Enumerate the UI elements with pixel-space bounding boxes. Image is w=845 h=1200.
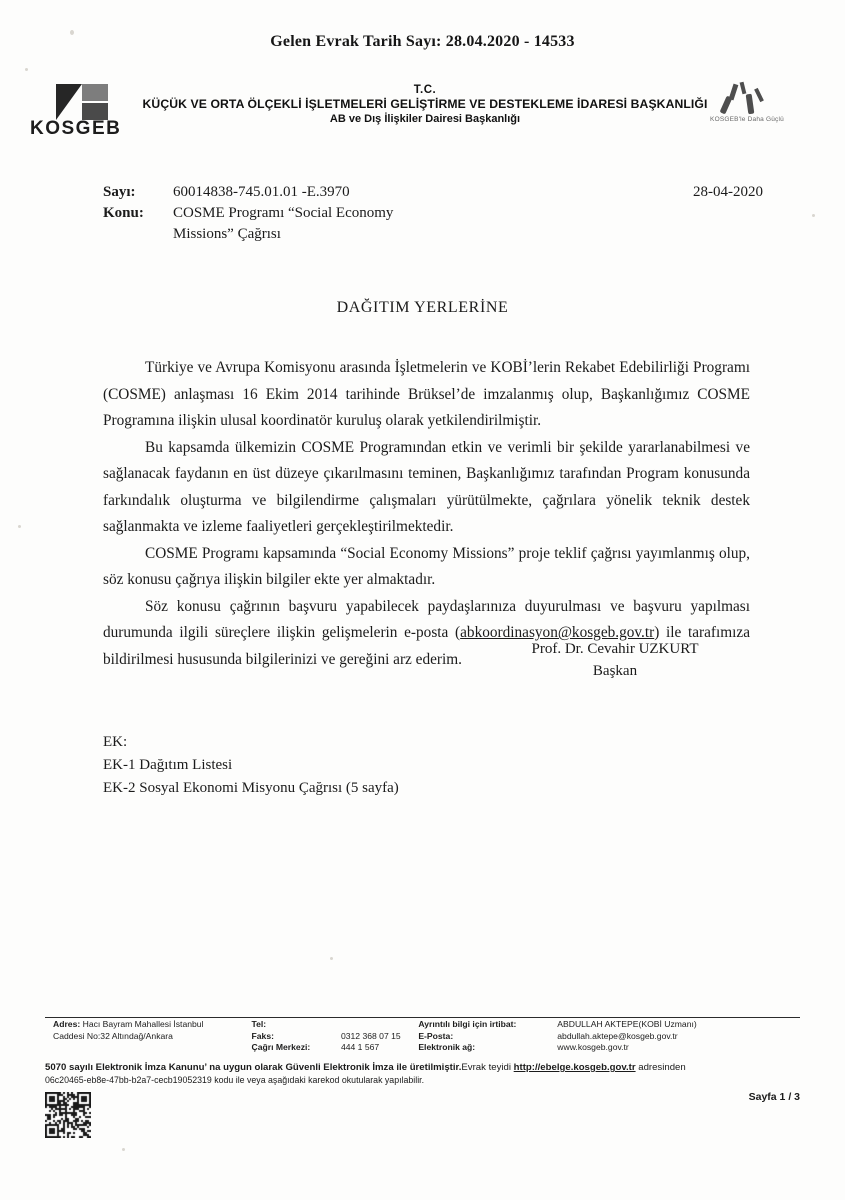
body-paragraph-3: COSME Programı kapsamında “Social Economy Missions” proje teklif çağrısı yayımlanmış olup, söz konusu çağrıya ilişkin bilgiler ekte yer almaktadır. — [103, 544, 750, 588]
enclosure-item: EK-2 Sosyal Ekonomi Misyonu Çağrısı (5 sayfa) — [103, 780, 399, 796]
emblem-caption: KOSGEB'le Daha Güçlü — [710, 116, 784, 123]
enclosures-heading: EK: — [103, 734, 128, 750]
callcenter-value: 444 1 567 — [340, 1042, 380, 1052]
reference-number-value: 60014838-745.01.01 -E.3970 — [173, 184, 350, 200]
esign-code: 06c20465-eb8e-47bb-b2a7-cecb19052319 — [45, 1075, 212, 1085]
footer-divider — [45, 1017, 800, 1018]
republic-label: T.C. — [413, 84, 437, 96]
contact-web: www.kosgeb.gov.tr — [557, 1042, 629, 1052]
table-row — [45, 1042, 800, 1054]
page-indicator: Sayfa 1 / 3 — [748, 1091, 800, 1103]
footer-contact-table — [45, 1019, 800, 1054]
enclosure-item: EK-1 Dağıtım Listesi — [103, 757, 233, 773]
organization-name: KÜÇÜK VE ORTA ÖLÇEKLİ İŞLETMELERİ GELİŞTİRME VE DESTEKLEME İDARESİ BAŞKANLIĞI — [142, 97, 708, 111]
tel-label: Tel: — [251, 1019, 267, 1029]
signer-title: Başkan — [592, 663, 638, 679]
body-paragraph-4-text-before: Söz konusu çağrının başvuru yapabilecek paydaşlarınıza duyurulması ve başvuru yapılması durumunda ilgili süreçlere ilişkin gelişmelerin e-posta ( — [103, 597, 750, 641]
address-line-2: Caddesi No:32 Altındağ/Ankara — [53, 1030, 173, 1041]
email-link[interactable]: abkoordinasyon@kosgeb.gov.tr — [460, 624, 655, 641]
esign-code-tail: kodu ile veya aşağıdaki karekod okutularak yapılabilir. — [214, 1075, 425, 1085]
contact-email: abdullah.aktepe@kosgeb.gov.tr — [557, 1030, 678, 1041]
letter-date: 28-04-2020 — [693, 184, 763, 200]
reference-number-row — [103, 182, 763, 203]
table-row — [45, 1031, 800, 1043]
body-paragraph-2: Bu kapsamda ülkemizin COSME Programından etkin ve verimli bir şekilde yararlanabilmesi ve sağlanacak faydanın en üst düzeye çıkarılmasını teminen, Başkanlığımız tarafından Program konusunda farkındalık oluşturma ve bilgilendirme çalışmaları yürütülmekte, çağrılara yönelik teknik destek sağlanmakta ve izleme faaliyetleri gerçekleştirilmektedir. — [103, 438, 750, 535]
web-label: Elektronik ağ: — [418, 1042, 476, 1052]
scan-speckle — [25, 68, 28, 71]
reference-number-label: Sayı: — [103, 184, 136, 200]
address-line-1: Hacı Bayram Mahallesi İstanbul — [82, 1019, 204, 1029]
email-label: E-Posta: — [418, 1030, 454, 1041]
subject-value-line-2: Missions” Çağrısı — [173, 226, 281, 242]
contact-name: ABDULLAH AKTEPE(KOBİ Uzmanı) — [557, 1019, 697, 1029]
kosgeb-logo-icon — [56, 84, 108, 120]
anniversary-emblem-icon — [701, 82, 793, 134]
enclosures-block — [103, 731, 399, 800]
subject-label: Konu: — [103, 205, 144, 221]
callcenter-label: Çağrı Merkezi: — [251, 1042, 311, 1052]
address-cell — [45, 1019, 252, 1031]
electronic-signature-notice — [45, 1061, 800, 1087]
scan-speckle — [812, 214, 815, 217]
subject-row — [103, 203, 763, 245]
table-row — [45, 1019, 800, 1031]
body-paragraph-4-text-after: ) ile tarafımıza bildirilmesi hususunda bilgilerinizi ve gereğini arz ederim. — [103, 624, 751, 668]
fax-value: 0312 368 07 15 — [340, 1030, 401, 1041]
esign-verify-tail: adresinden — [638, 1062, 686, 1073]
scan-speckle — [330, 957, 333, 960]
spacer-cell — [45, 1042, 252, 1054]
letterhead — [0, 82, 845, 142]
department-name: AB ve Dış İlişkiler Dairesi Başkanlığı — [329, 113, 521, 125]
esign-verify-text: Evrak teyidi — [461, 1062, 511, 1073]
reference-block — [103, 182, 763, 245]
incoming-document-stamp: Gelen Evrak Tarih Sayı: 28.04.2020 - 14533 — [270, 33, 575, 50]
kosgeb-logo-wordmark: KOSGEB — [30, 118, 122, 139]
esign-law-line — [45, 1061, 800, 1074]
verification-url-link[interactable]: http://ebelge.kosgeb.gov.tr — [513, 1062, 636, 1073]
fax-label: Faks: — [251, 1030, 274, 1041]
signature-block — [470, 638, 760, 682]
scan-speckle — [18, 525, 21, 528]
signer-name: Prof. Dr. Cevahir UZKURT — [531, 641, 699, 657]
body-paragraph-1: Türkiye ve Avrupa Komisyonu arasında İşletmelerin ve KOBİ’lerin Rekabet Edebilirliği Programı (COSME) anlaşması 16 Ekim 2014 tarihinde Brüksel’de imzalanmış olup, Başkanlığımız COSME Programına ilişkin ulusal koordinatör kuruluş olarak yetkilendirilmiştir. — [103, 359, 750, 429]
addressee-heading: DAĞITIM YERLERİNE — [336, 299, 509, 316]
letter-body — [103, 355, 750, 673]
detail-contact-label: Ayrıntılı bilgi için irtibat: — [418, 1019, 517, 1029]
letterhead-titles — [120, 84, 730, 125]
scan-speckle — [122, 1148, 125, 1151]
address-label: Adres: — [53, 1019, 81, 1029]
subject-value-line-1: COSME Programı “Social Economy — [173, 205, 394, 221]
esign-law-text: 5070 sayılı Elektronik İmza Kanunu’ na uygun olarak Güvenli Elektronik İmza ile üretilmiştir. — [45, 1062, 462, 1073]
tel-value — [341, 1019, 418, 1031]
qr-code-icon — [45, 1092, 91, 1138]
esign-code-line — [45, 1074, 800, 1087]
